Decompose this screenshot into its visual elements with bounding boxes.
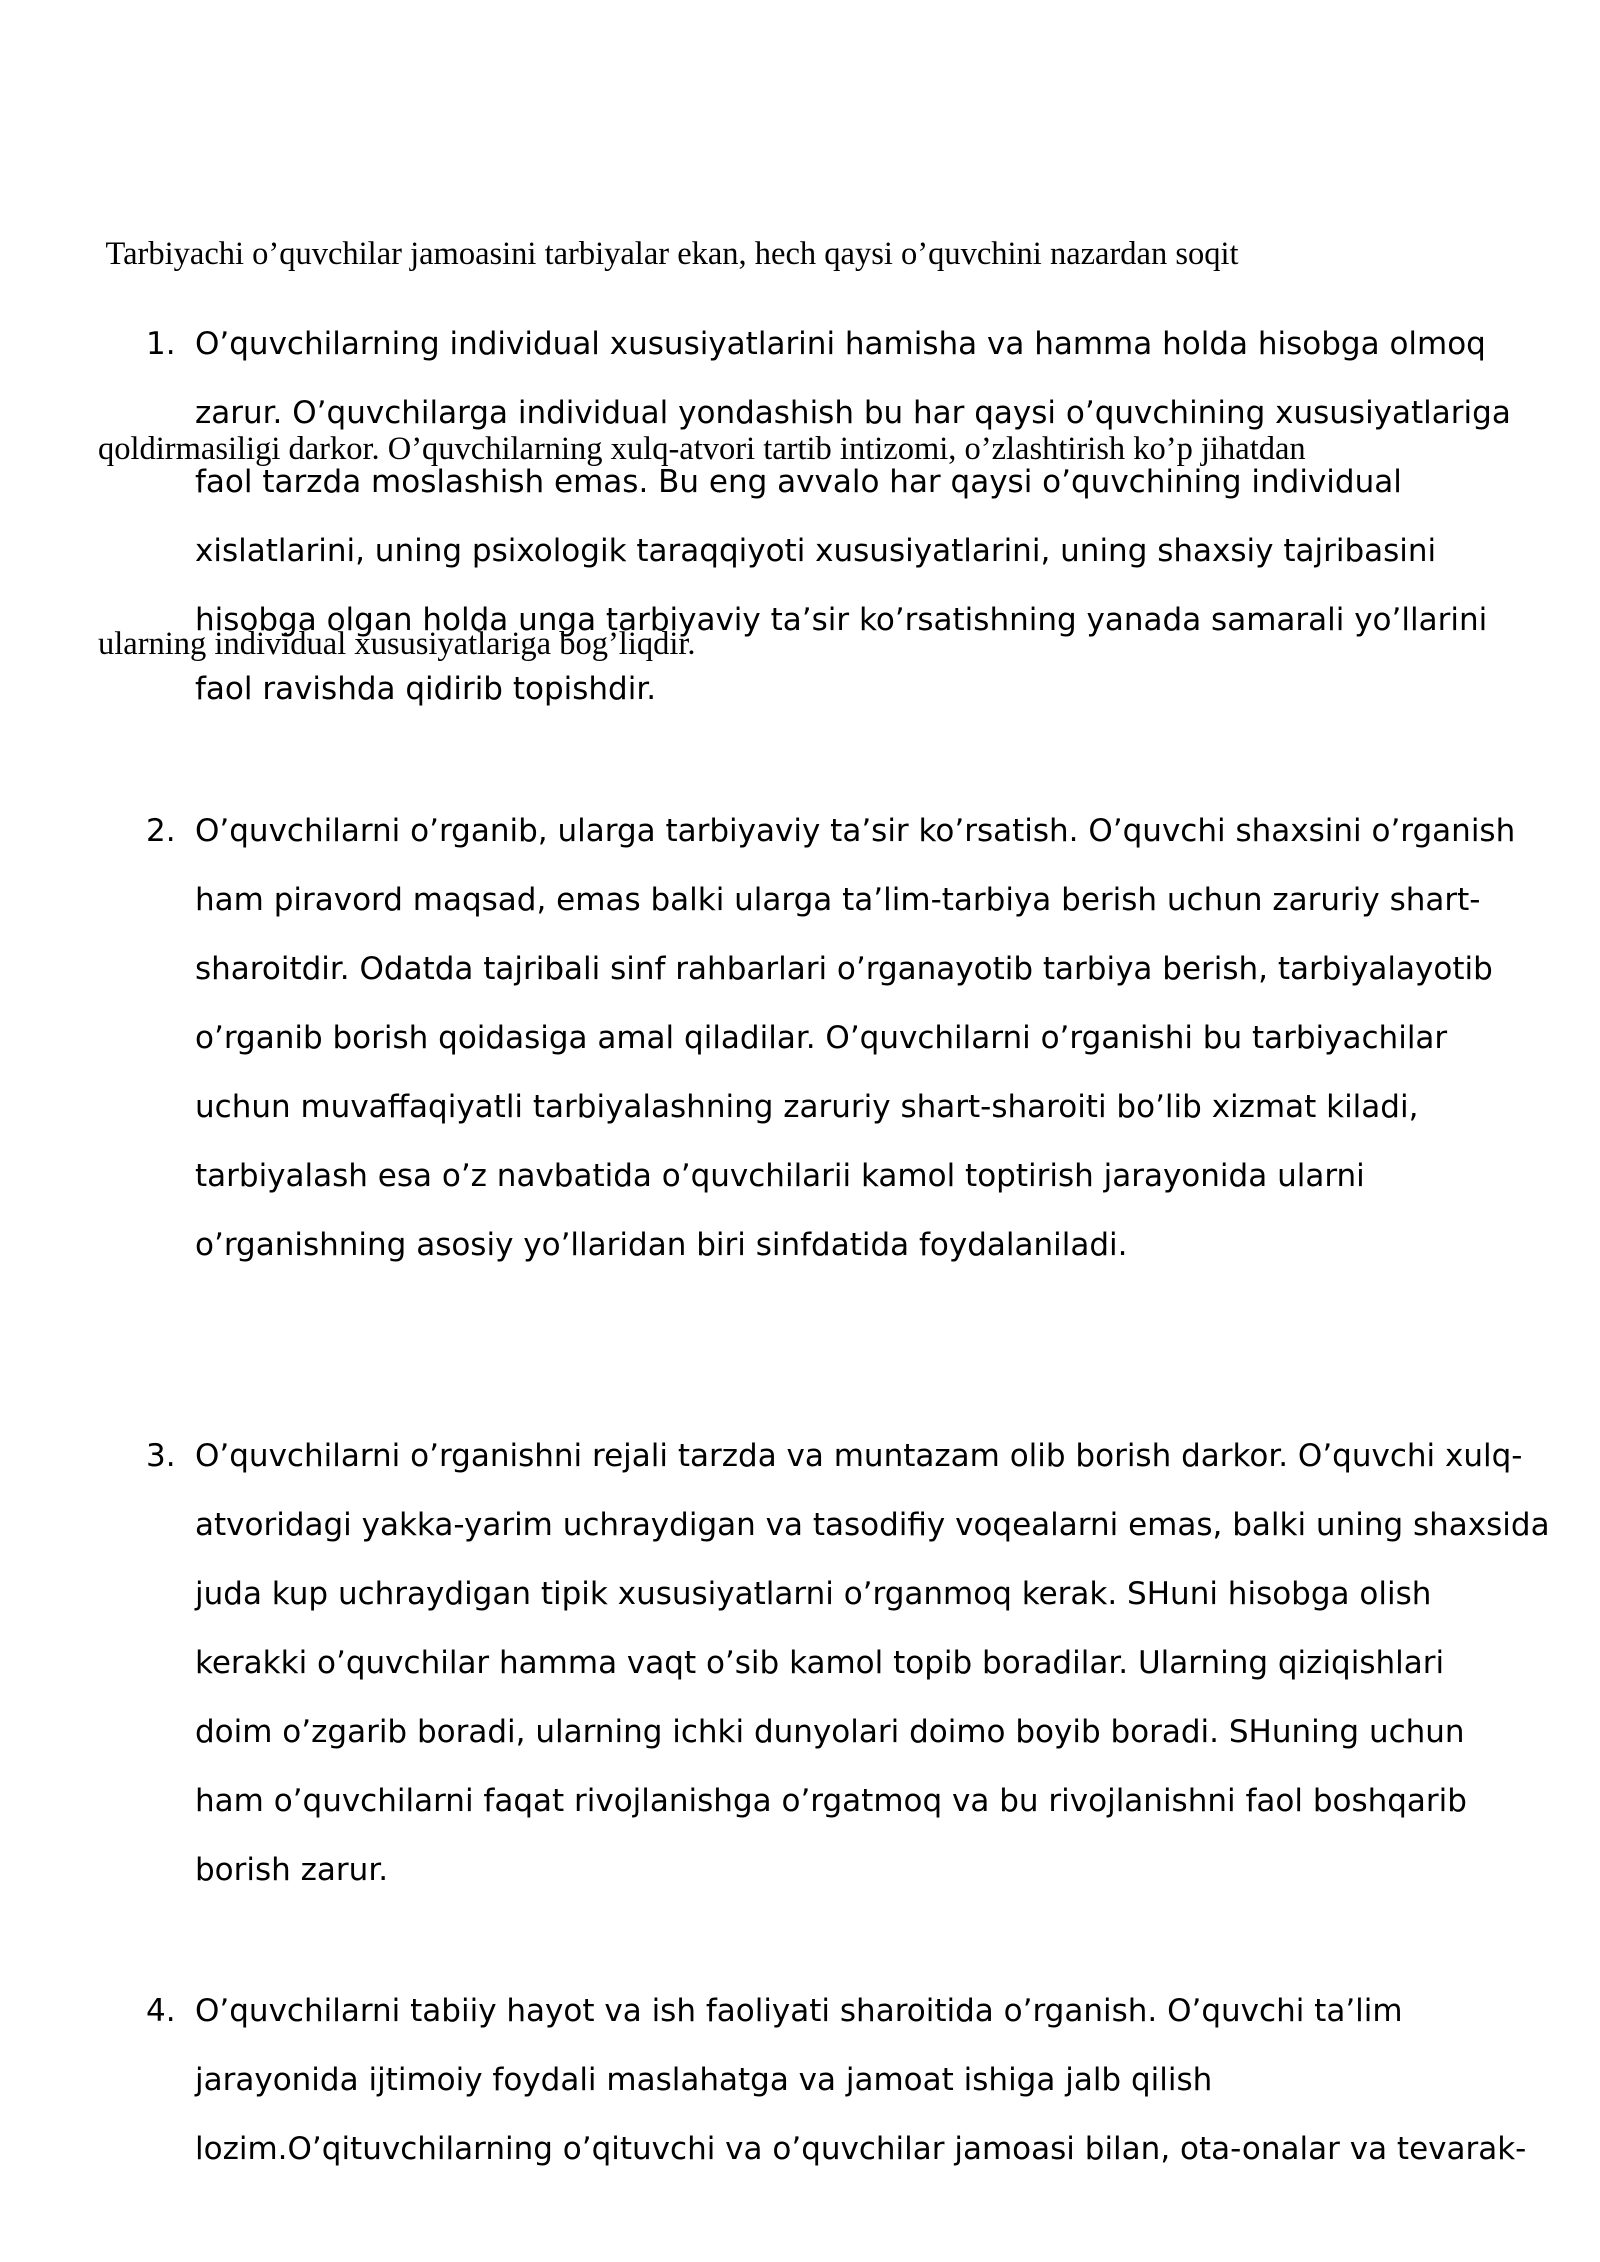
list-item-line: zarur. O’quvchilarga individual yondashish bu har qaysi o’quvchining xususiyatlariga: [195, 395, 1511, 431]
list-item-number: 3.: [146, 1438, 176, 1474]
list-item-line: xislatlarini, uning psixologik taraqqiyoti xususiyatlarini, uning shaxsiy tajribasini: [195, 533, 1437, 569]
list-item-line: tarbiyalash esa o’z navbatida o’quvchilarii kamol toptirish jarayonida ularni: [195, 1158, 1365, 1194]
list-item-line: O’quvchilarni o’rganishni rejali tarzda va muntazam olib borish darkor. O’quvchi xulq-: [195, 1438, 1523, 1474]
list-item-line: o’rganib borish qoidasiga amal qiladilar. O’quvchilarni o’rganishi bu tarbiyachilar: [195, 1020, 1448, 1056]
list-item-line: faol ravishda qidirib topishdir.: [195, 671, 657, 707]
list-item-line: ham o’quvchilarni faqat rivojlanishga o’rgatmoq va bu rivojlanishni faol boshqarib: [195, 1783, 1467, 1819]
list-item-line: sharoitdir. Odatda tajribali sinf rahbarlari o’rganayotib tarbiya berish, tarbiyalayotib: [195, 951, 1493, 987]
list-item-line: juda kup uchraydigan tipik xususiyatlarni o’rganmoq kerak. SHuni hisobga olish: [195, 1576, 1432, 1612]
list-item-line: borish zarur.: [195, 1852, 389, 1888]
list-item-number: 2.: [146, 813, 176, 849]
list-item-line: kerakki o’quvchilar hamma vaqt o’sib kamol topib boradilar. Ularning qiziqishlari: [195, 1645, 1445, 1681]
list-item-text: [195, 310, 1535, 724]
list-item-line: O’quvchilarning individual xususiyatlarini hamisha va hamma holda hisobga olmoq: [195, 326, 1486, 362]
list-item-line: lozim.O’qituvchilarning o’qituvchi va o’quvchilar jamoasi bilan, ota-onalar va tevarak-: [195, 2131, 1527, 2167]
list-item-line: o’rganishning asosiy yo’llaridan biri sinfdatida foydalaniladi.: [195, 1227, 1128, 1263]
list-item-text: [195, 1422, 1550, 1905]
list-item-line: doim o’zgarib boradi, ularning ichki dunyolari doimo boyib boradi. SHuning uchun: [195, 1714, 1465, 1750]
list-item-line: hisobga olgan holda unga tarbiyaviy ta’sir ko’rsatishning yanada samarali yo’llarini: [195, 602, 1488, 638]
list-item-line: O’quvchilarni tabiiy hayot va ish faoliyati sharoitida o’rganish. O’quvchi ta’lim: [195, 1993, 1403, 2029]
list-item-text: [195, 797, 1535, 1280]
list-item-line: faol tarzda moslashish emas. Bu eng avvalo har qaysi o’quvchining individual: [195, 464, 1402, 500]
list-item-line: ham piravord maqsad, emas balki ularga ta’lim-tarbiya berish uchun zaruriy shart-: [195, 882, 1481, 918]
list-item-number: 1.: [146, 326, 176, 362]
list-item-number: 4.: [146, 1993, 176, 2029]
list-item-text: [195, 1977, 1535, 2184]
list-item-line: atvoridagi yakka-yarim uchraydigan va tasodifiy voqealarni emas, balki uning shaxsida: [195, 1507, 1550, 1543]
list-item-line: O’quvchilarni o’rganib, ularga tarbiyaviy ta’sir ko’rsatish. O’quvchi shaxsini o’rganish: [195, 813, 1516, 849]
list-item-line: jarayonida ijtimoiy foydali maslahatga va jamoat ishiga jalb qilish: [195, 2062, 1213, 2098]
intro-line: ularning individual xususiyatlariga bog’liqdir.: [98, 626, 696, 662]
intro-line: qoldirmasiligi darkor. O’quvchilarning xulq-atvori tartib intizomi, o’zlashtirish ko’p jihatdan: [98, 431, 1306, 467]
list-item-line: uchun muvaffaqiyatli tarbiyalashning zaruriy shart-sharoiti bo’lib xizmat kiladi,: [195, 1089, 1419, 1125]
intro-line: Tarbiyachi o’quvchilar jamoasini tarbiyalar ekan, hech qaysi o’quvchini nazardan soqit: [98, 236, 1239, 272]
